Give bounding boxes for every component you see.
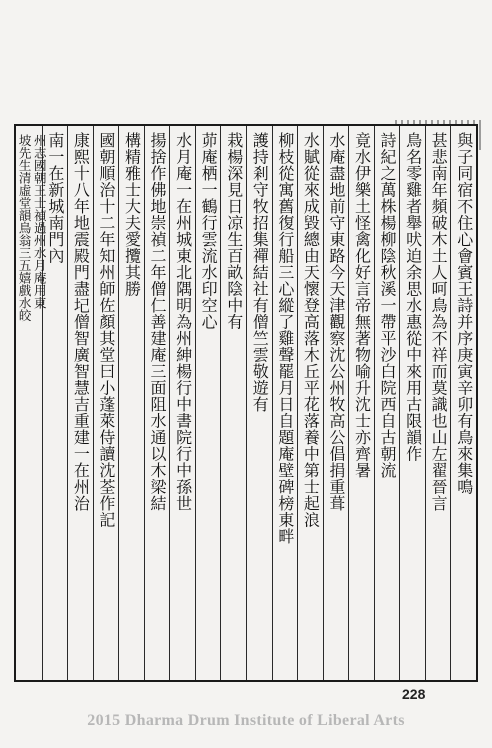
text-column — [348, 126, 374, 680]
watermark: 2015 Dharma Drum Institute of Liberal Arts — [87, 712, 405, 729]
column-text: 南一在新城南門內 — [45, 132, 65, 264]
note-line-right: 坡先生清虛堂韻鳥翁三五嬉戲水皎 — [17, 134, 33, 322]
column-text: 康熙十八年地震殿門盡圮僧智廣智慧吉重建一在州治 — [71, 132, 91, 512]
column-text: 與子同宿不住心會賓王詩并序庚寅辛卯有鳥來集鳴 — [454, 132, 474, 495]
text-column — [450, 126, 476, 680]
column-text: 竟水伊樂土怪禽化好言帝無著物喻升沈士亦齊暑 — [352, 132, 372, 479]
text-column — [144, 126, 170, 680]
text-column — [195, 126, 221, 680]
column-text: 構精雅士大夫愛攬其勝 — [122, 132, 142, 297]
column-text: 甚悲南年頻破木土人呵鳥為不祥而莫識也山左翟晉言 — [429, 132, 449, 512]
text-column — [169, 126, 195, 680]
text-column — [399, 126, 425, 680]
column-text: 護持剎守牧招集禪結社有僧竺雲敬遊有 — [250, 132, 270, 413]
column-text: 水庵盡地前守東路今天津觀察沈公州牧高公倡捐重葺 — [326, 132, 346, 512]
column-text: 國朝順治十二年知州師佐顏其堂曰小蓬萊侍讀沈荃作記 — [96, 132, 116, 528]
column-text: 柳枝從寓舊復行船三心縱了雞聲罷月日自題庵壁碑榜東畔 — [275, 132, 295, 545]
text-column — [67, 126, 93, 680]
column-text: 茆庵栖一鶴行雲流水印空心 — [199, 132, 219, 330]
column-text: 水賦從來成毀總由天懷登高落木丘平花落養中第士起浪 — [301, 132, 321, 528]
text-frame — [14, 124, 478, 682]
column-text: 鳥名零雞者舉吠迫余思水惠從中來用古限韻作 — [403, 132, 423, 462]
page-number: 228 — [402, 686, 426, 702]
text-column — [323, 126, 349, 680]
text-column — [374, 126, 400, 680]
text-column — [93, 126, 119, 680]
text-column — [118, 126, 144, 680]
column-text: 水月庵一在州城東北隅明為州紳楊行中書院行中孫世 — [173, 132, 193, 512]
text-column — [272, 126, 298, 680]
note-column — [16, 126, 48, 680]
column-text: 詩紀之萬株楊柳陰秋溪一帶平沙白院西自古朝流 — [378, 132, 398, 479]
column-text: 栽楊深見日凉生百畝陰中有 — [224, 132, 244, 330]
column-text: 揚捨作佛地崇禎二年僧仁善建庵三面阻水通以木梁結 — [148, 132, 168, 512]
text-column — [220, 126, 246, 680]
note-line-left: 州志國朝王士禎過州水月庵用東 — [32, 134, 48, 309]
text-column — [425, 126, 451, 680]
text-column — [297, 126, 323, 680]
text-column — [246, 126, 272, 680]
